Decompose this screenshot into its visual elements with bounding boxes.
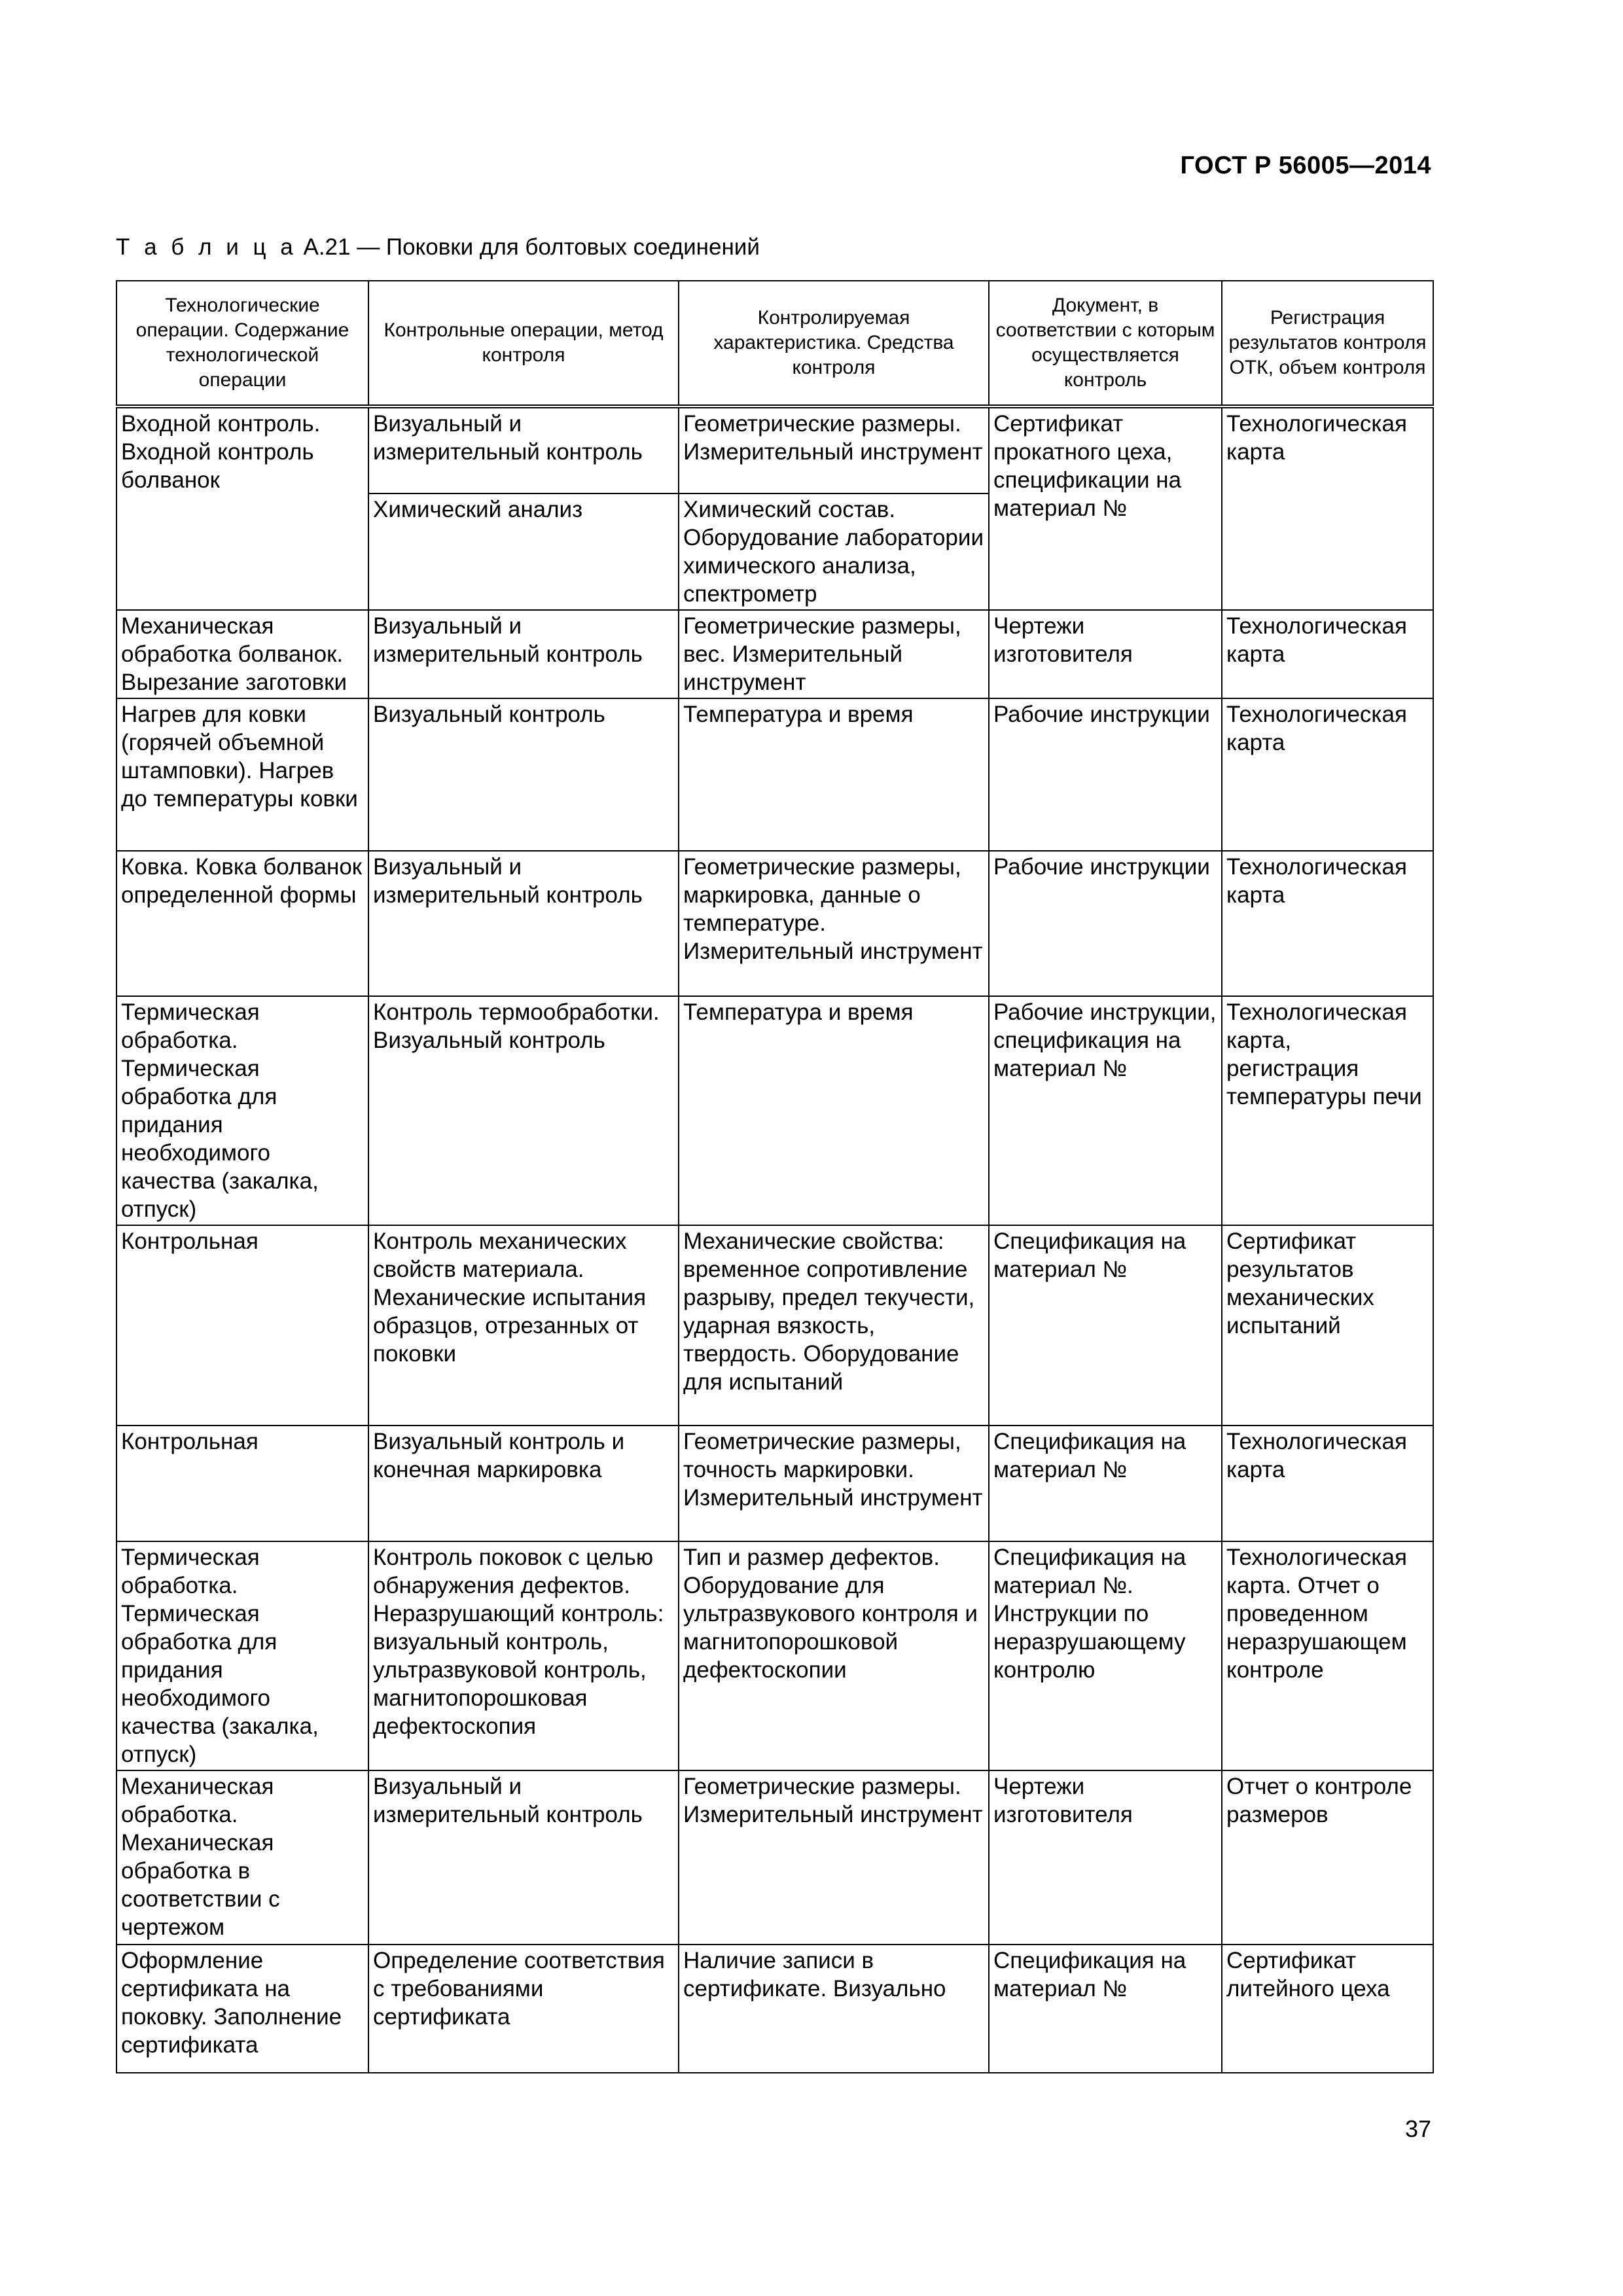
characteristic-cell: Тип и размер дефектов. Оборудование для ультразвукового контроля и магнитопорошковой дефектоскопии bbox=[679, 1541, 989, 1770]
characteristic-cell: Наличие записи в сертификате. Визуально bbox=[679, 1945, 989, 2073]
method-cell: Контроль механических свойств материала. Механические испытания образцов, отрезанных от поковки bbox=[368, 1225, 679, 1426]
document-cell: Рабочие инструкции bbox=[989, 698, 1222, 851]
table-row bbox=[116, 1770, 1433, 1945]
table-row bbox=[116, 698, 1433, 851]
characteristic-cell: Химический состав. Оборудование лаборатории химического анализа, спектрометр bbox=[679, 493, 989, 610]
table-row bbox=[116, 406, 1433, 493]
table-row bbox=[116, 1541, 1433, 1770]
column-header-registration: Регистрация результатов контроля ОТК, объем контроля bbox=[1222, 281, 1433, 406]
table-row bbox=[116, 996, 1433, 1225]
characteristic-cell: Механические свойства: временное сопротивление разрыву, предел текучести, ударная вязкость, твердость. Оборудование для испытаний bbox=[679, 1225, 989, 1426]
document-cell: Сертификат прокатного цеха, спецификации на материал № bbox=[989, 406, 1222, 610]
operation-cell: Механическая обработка. Механическая обработка в соответствии с чертежом bbox=[116, 1770, 368, 1945]
registration-cell: Технологическая карта bbox=[1222, 851, 1433, 996]
table-row bbox=[116, 610, 1433, 698]
column-header-operation: Технологические операции. Содержание технологической операции bbox=[116, 281, 368, 406]
characteristic-cell: Температура и время bbox=[679, 698, 989, 851]
characteristic-cell: Геометрические размеры. Измерительный инструмент bbox=[679, 1770, 989, 1945]
document-cell: Чертежи изготовителя bbox=[989, 610, 1222, 698]
operation-cell: Контрольная bbox=[116, 1426, 368, 1541]
table-row bbox=[116, 1426, 1433, 1541]
method-cell: Визуальный контроль и конечная маркировка bbox=[368, 1426, 679, 1541]
operation-cell: Термическая обработка. Термическая обработка для придания необходимого качества (закалка, отпуск) bbox=[116, 1541, 368, 1770]
registration-cell: Сертификат литейного цеха bbox=[1222, 1945, 1433, 2073]
column-header-method: Контрольные операции, метод контроля bbox=[368, 281, 679, 406]
method-cell: Контроль термообработки. Визуальный контроль bbox=[368, 996, 679, 1225]
table-row bbox=[116, 1945, 1433, 2073]
table-caption bbox=[116, 234, 760, 260]
standard-designation: ГОСТ Р 56005—2014 bbox=[1180, 152, 1431, 179]
operation-cell: Термическая обработка. Термическая обработка для придания необходимого качества (закалка, отпуск) bbox=[116, 996, 368, 1225]
document-cell: Спецификация на материал № bbox=[989, 1225, 1222, 1426]
characteristic-cell: Температура и время bbox=[679, 996, 989, 1225]
operations-table bbox=[116, 280, 1434, 2073]
method-cell: Определение соответствия с требованиями сертификата bbox=[368, 1945, 679, 2073]
operation-cell: Контрольная bbox=[116, 1225, 368, 1426]
operation-cell: Механическая обработка болванок. Вырезание заготовки bbox=[116, 610, 368, 698]
registration-cell: Технологическая карта. Отчет о проведенном неразрушающем контроле bbox=[1222, 1541, 1433, 1770]
method-cell: Визуальный и измерительный контроль bbox=[368, 610, 679, 698]
document-cell: Спецификация на материал № bbox=[989, 1945, 1222, 2073]
characteristic-cell: Геометрические размеры, вес. Измерительный инструмент bbox=[679, 610, 989, 698]
method-cell: Визуальный и измерительный контроль bbox=[368, 1770, 679, 1945]
characteristic-cell: Геометрические размеры, точность маркировки. Измерительный инструмент bbox=[679, 1426, 989, 1541]
characteristic-cell: Геометрические размеры. Измерительный инструмент bbox=[679, 406, 989, 493]
method-cell: Контроль поковок с целью обнаружения дефектов. Неразрушающий контроль: визуальный контроль, ультразвуковой контроль, магнитопорошковая дефектоскопия bbox=[368, 1541, 679, 1770]
registration-cell: Технологическая карта bbox=[1222, 1426, 1433, 1541]
document-cell: Чертежи изготовителя bbox=[989, 1770, 1222, 1945]
method-cell: Визуальный и измерительный контроль bbox=[368, 851, 679, 996]
registration-cell: Сертификат результатов механических испытаний bbox=[1222, 1225, 1433, 1426]
table-caption-label: Т а б л и ц а bbox=[116, 234, 297, 260]
operation-cell: Ковка. Ковка болванок определенной формы bbox=[116, 851, 368, 996]
document-cell: Рабочие инструкции bbox=[989, 851, 1222, 996]
registration-cell: Отчет о контроле размеров bbox=[1222, 1770, 1433, 1945]
page-number: 37 bbox=[1404, 2115, 1431, 2142]
table-row bbox=[116, 1225, 1433, 1426]
operation-cell: Входной контроль. Входной контроль болванок bbox=[116, 406, 368, 610]
table-caption-text: А.21 — Поковки для болтовых соединений bbox=[303, 234, 760, 260]
method-cell: Визуальный и измерительный контроль bbox=[368, 406, 679, 493]
registration-cell: Технологическая карта bbox=[1222, 610, 1433, 698]
column-header-document: Документ, в соответствии с которым осуществляется контроль bbox=[989, 281, 1222, 406]
operation-cell: Оформление сертификата на поковку. Заполнение сертификата bbox=[116, 1945, 368, 2073]
operation-cell: Нагрев для ковки (горячей объемной штамповки). Нагрев до температуры ковки bbox=[116, 698, 368, 851]
characteristic-cell: Геометрические размеры, маркировка, данные о температуре. Измерительный инструмент bbox=[679, 851, 989, 996]
method-cell: Визуальный контроль bbox=[368, 698, 679, 851]
column-header-characteristic: Контролируемая характеристика. Средства контроля bbox=[679, 281, 989, 406]
document-cell: Спецификация на материал №. Инструкции по неразрушающему контролю bbox=[989, 1541, 1222, 1770]
registration-cell: Технологическая карта, регистрация температуры печи bbox=[1222, 996, 1433, 1225]
registration-cell: Технологическая карта bbox=[1222, 406, 1433, 610]
document-cell: Рабочие инструкции, спецификация на материал № bbox=[989, 996, 1222, 1225]
method-cell: Химический анализ bbox=[368, 493, 679, 610]
document-cell: Спецификация на материал № bbox=[989, 1426, 1222, 1541]
table-header-row bbox=[116, 281, 1433, 406]
registration-cell: Технологическая карта bbox=[1222, 698, 1433, 851]
table-row bbox=[116, 851, 1433, 996]
